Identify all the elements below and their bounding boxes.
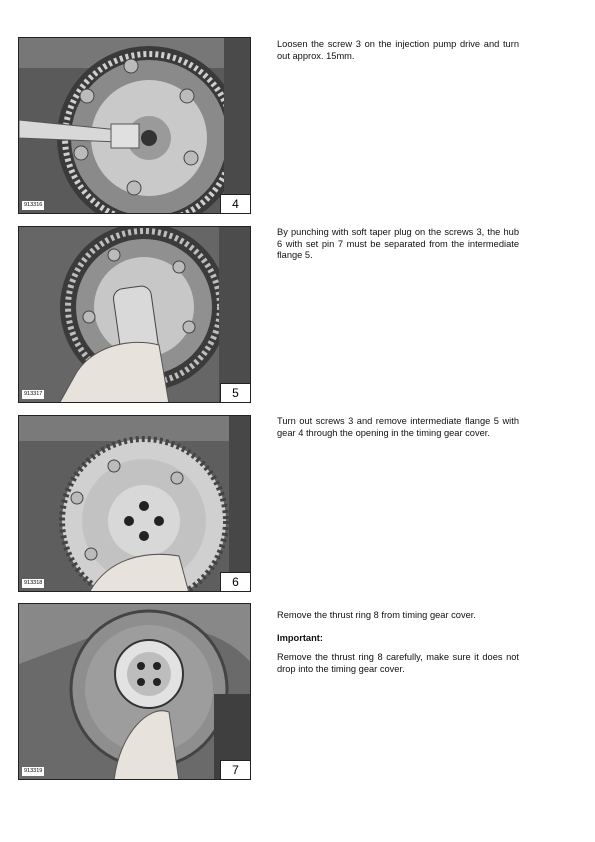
step-5-photo: [18, 226, 251, 403]
important-note: Remove the thrust ring 8 carefully, make sure it does not drop into the timing gear cover.: [277, 652, 519, 674]
gear-photo-illustration: [19, 38, 251, 214]
step-4-photo: [18, 37, 251, 214]
image-code: 913316: [24, 202, 43, 208]
figure-number: 7: [220, 760, 250, 779]
punch-photo-illustration: [19, 227, 251, 403]
image-code: 913319: [24, 768, 43, 774]
flange-photo-illustration: [19, 416, 251, 592]
step-5-text: By punching with soft taper plug on the screws 3, the hub 6 with set pin 7 must be separated from the intermediate flange 5.: [277, 227, 519, 261]
figure-number: 4: [220, 194, 250, 213]
step-7-text: Remove the thrust ring 8 from timing gear cover.: [277, 610, 476, 620]
figure-number: 6: [220, 572, 250, 591]
step-6-photo: [18, 415, 251, 592]
step-6-text: Turn out screws 3 and remove intermediate flange 5 with gear 4 through the opening in the timing gear cover.: [277, 416, 519, 438]
image-code: 913318: [24, 580, 43, 586]
thrust-ring-photo-illustration: [19, 604, 251, 780]
important-heading: Important:: [277, 633, 323, 643]
step-7-photo: [18, 603, 251, 780]
figure-number: 5: [220, 383, 250, 402]
step-4-text: Loosen the screw 3 on the injection pump drive and turn out approx. 15mm.: [277, 39, 519, 61]
image-code: 913317: [24, 391, 43, 397]
